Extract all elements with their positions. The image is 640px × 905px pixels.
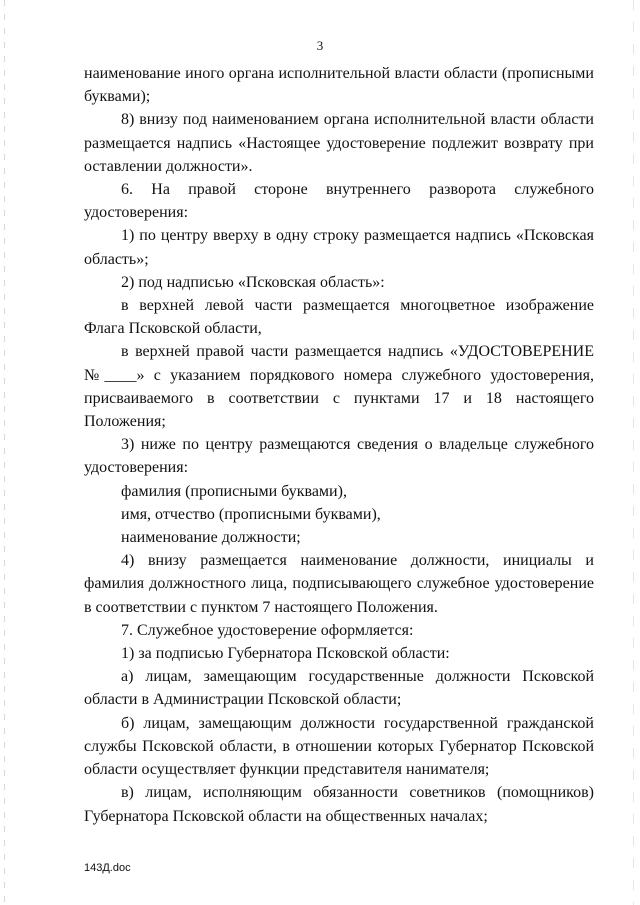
document-body [84,62,594,828]
list-item: имя, отчество (прописными буквами), [121,505,381,523]
scan-edge-right [633,0,634,905]
paragraph: в верхней левой части размещается многоцветное изображение Флага Псковской области, [84,297,594,338]
list-item: наименование должности; [121,529,301,547]
paragraph: 2) под надписью «Псковская область»: [121,273,385,291]
paragraph: 6. На правой стороне внутреннего разворота служебного удостоверения: [84,181,594,222]
paragraph: 1) по центру вверху в одну строку размещается надпись «Псковская область»; [84,227,594,268]
paragraph: 4) внизу размещается наименование должности, инициалы и фамилия должностного лица, подписывающего служебное удостоверение в соответствии с пунктом 7 настоящего Положения. [84,552,594,616]
paragraph: 7. Служебное удостоверение оформляется: [121,621,414,639]
page-number: 3 [316,38,324,53]
paragraph: 1) за подписью Губернатора Псковской области: [121,645,450,663]
paragraph: 3) ниже по центру размещаются сведения о владельце служебного удостоверения: [84,436,594,477]
paragraph: а) лицам, замещающим государственные должности Псковской области в Администрации Псковской области; [84,668,594,709]
paragraph: наименование иного органа исполнительной власти области (прописными буквами); [84,65,594,106]
scan-edge-left [4,0,5,905]
footer-filename: 143Д.doc [84,862,131,874]
paragraph: б) лицам, замещающим должности государственной гражданской службы Псковской области, в отношении которых Губернатор Псковской области осуществляет функции представителя нанимателя; [84,714,594,779]
paragraph: 8) внизу под наименованием органа исполнительной власти области размещается надпись «Настоящее удостоверение подлежит возврату при оставлении должности». [84,111,594,175]
paragraph: в верхней правой части размещается надпись «УДОСТОВЕРЕНИЕ №____» с указанием порядкового номера служебного удостоверения, присваиваемого в соответствии с пунктами 17 и 18 настоящего Положения; [84,343,594,431]
list-item: фамилия (прописными буквами), [121,482,347,500]
paragraph: в) лицам, исполняющим обязанности советников (помощников) Губернатора Псковской области на общественных началах; [84,784,594,825]
